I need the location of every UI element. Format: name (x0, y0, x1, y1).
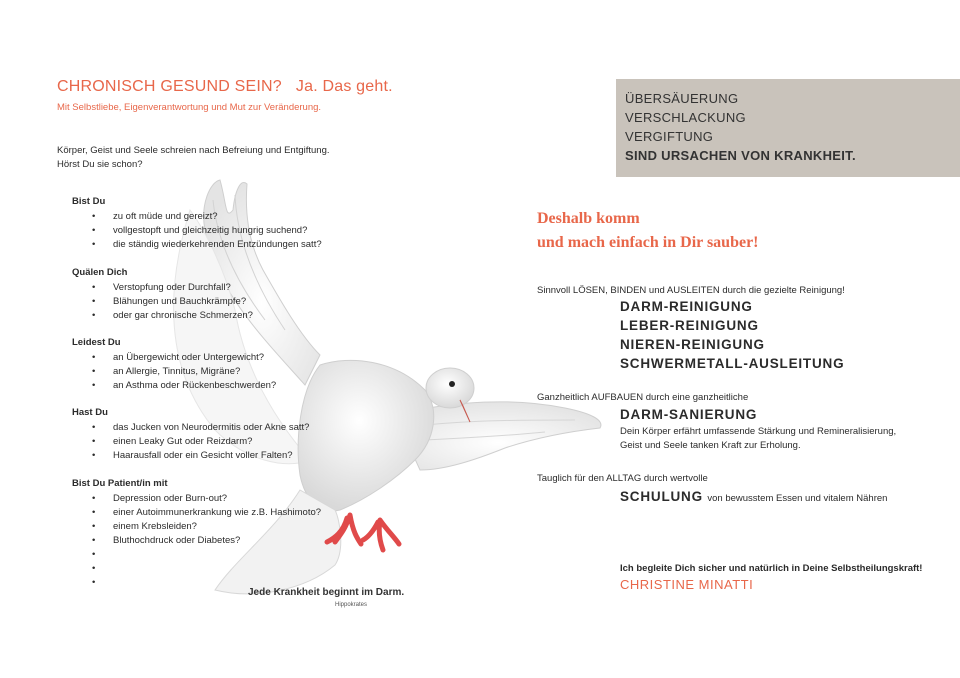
group-heading: Bist Du Patient/in mit (72, 478, 168, 489)
page-title (57, 78, 393, 96)
building-intro: Ganzheitlich AUFBAUEN durch eine ganzheitliche (537, 392, 749, 403)
closing-line: Ich begleite Dich sicher und natürlich in Deine Selbstheilungskraft! (620, 563, 923, 574)
symptom-group (72, 407, 309, 463)
cleaning-intro: Sinnvoll LÖSEN, BINDEN und AUSLEITEN durch die gezielte Reinigung! (537, 285, 845, 296)
cleaning-item: NIEREN-REINIGUNG (620, 337, 765, 352)
list-item: • einen Leaky Gut oder Reizdarm? (72, 435, 309, 449)
headline-line: und mach einfach in Dir sauber! (537, 234, 759, 251)
list-item: • die ständig wiederkehrenden Entzündungen satt? (72, 238, 322, 252)
intro-line: Körper, Geist und Seele schreien nach Befreiung und Entgiftung. (57, 145, 330, 156)
list-item: • Haarausfall oder ein Gesicht voller Falten? (72, 449, 309, 463)
building-desc (620, 425, 896, 453)
subtitle: Mit Selbstliebe, Eigenverantwortung und Mut zur Veränderung. (57, 102, 322, 113)
list-item: • Depression oder Burn-out? (72, 492, 321, 506)
title-question: CHRONISCH GESUND SEIN? (57, 78, 282, 95)
cleaning-item: LEBER-REINIGUNG (620, 318, 759, 333)
list-item (72, 562, 321, 576)
training-line (620, 488, 887, 506)
list-item: • oder gar chronische Schmerzen? (72, 309, 253, 323)
list-item: • an Übergewicht oder Untergewicht? (72, 351, 276, 365)
group-heading: Leidest Du (72, 337, 121, 348)
list-item: • an Allergie, Tinnitus, Migräne? (72, 365, 276, 379)
list-item (72, 548, 321, 562)
author-name: CHRISTINE MINATTI (620, 577, 754, 592)
symptom-group (72, 196, 322, 252)
list-item: • an Asthma oder Rückenbeschwerden? (72, 379, 276, 393)
group-heading: Hast Du (72, 407, 108, 418)
cause-line: ÜBERSÄUERUNG (625, 91, 739, 106)
group-heading: Quälen Dich (72, 267, 128, 278)
training-desc: von bewusstem Essen und vitalem Nähren (707, 493, 888, 504)
intro-line: Hörst Du sie schon? (57, 159, 143, 170)
symptom-group (72, 478, 321, 590)
quote-text: Jede Krankheit beginnt im Darm. (248, 587, 405, 598)
list-item: • vollgestopft und gleichzeitig hungrig suchend? (72, 224, 322, 238)
cause-line: VERSCHLACKUNG (625, 110, 746, 125)
desc-line: Dein Körper erfährt umfassende Stärkung und Remineralisierung, (620, 426, 897, 437)
list-item: • Blähungen und Bauchkrämpfe? (72, 295, 253, 309)
group-heading: Bist Du (72, 196, 106, 207)
causes-box (616, 79, 960, 177)
cleaning-item: SCHWERMETALL-AUSLEITUNG (620, 356, 845, 371)
list-item: • einem Krebsleiden? (72, 520, 321, 534)
list-item: • das Jucken von Neurodermitis oder Akne satt? (72, 421, 309, 435)
desc-line: Geist und Seele tanken Kraft zur Erholung. (620, 440, 801, 451)
cleaning-item: DARM-REINIGUNG (620, 299, 753, 314)
cause-line: VERGIFTUNG (625, 129, 714, 144)
list-item: • Verstopfung oder Durchfall? (72, 281, 253, 295)
list-item: • Bluthochdruck oder Diabetes? (72, 534, 321, 548)
intro-text (57, 144, 330, 172)
headline-line: Deshalb komm (537, 210, 640, 227)
training-item: SCHULUNG (620, 489, 703, 504)
symptom-group (72, 267, 253, 323)
symptom-group (72, 337, 276, 393)
list-item: • zu oft müde und gereizt? (72, 210, 322, 224)
quote-source: Hippokrates (335, 602, 368, 608)
cause-conclusion: SIND URSACHEN VON KRANKHEIT. (625, 148, 856, 163)
building-item: DARM-SANIERUNG (620, 407, 758, 422)
training-intro: Tauglich für den ALLTAG durch wertvolle (537, 473, 708, 484)
list-item: • einer Autoimmunerkrankung wie z.B. Hashimoto? (72, 506, 321, 520)
title-answer: Ja. Das geht. (295, 78, 393, 95)
